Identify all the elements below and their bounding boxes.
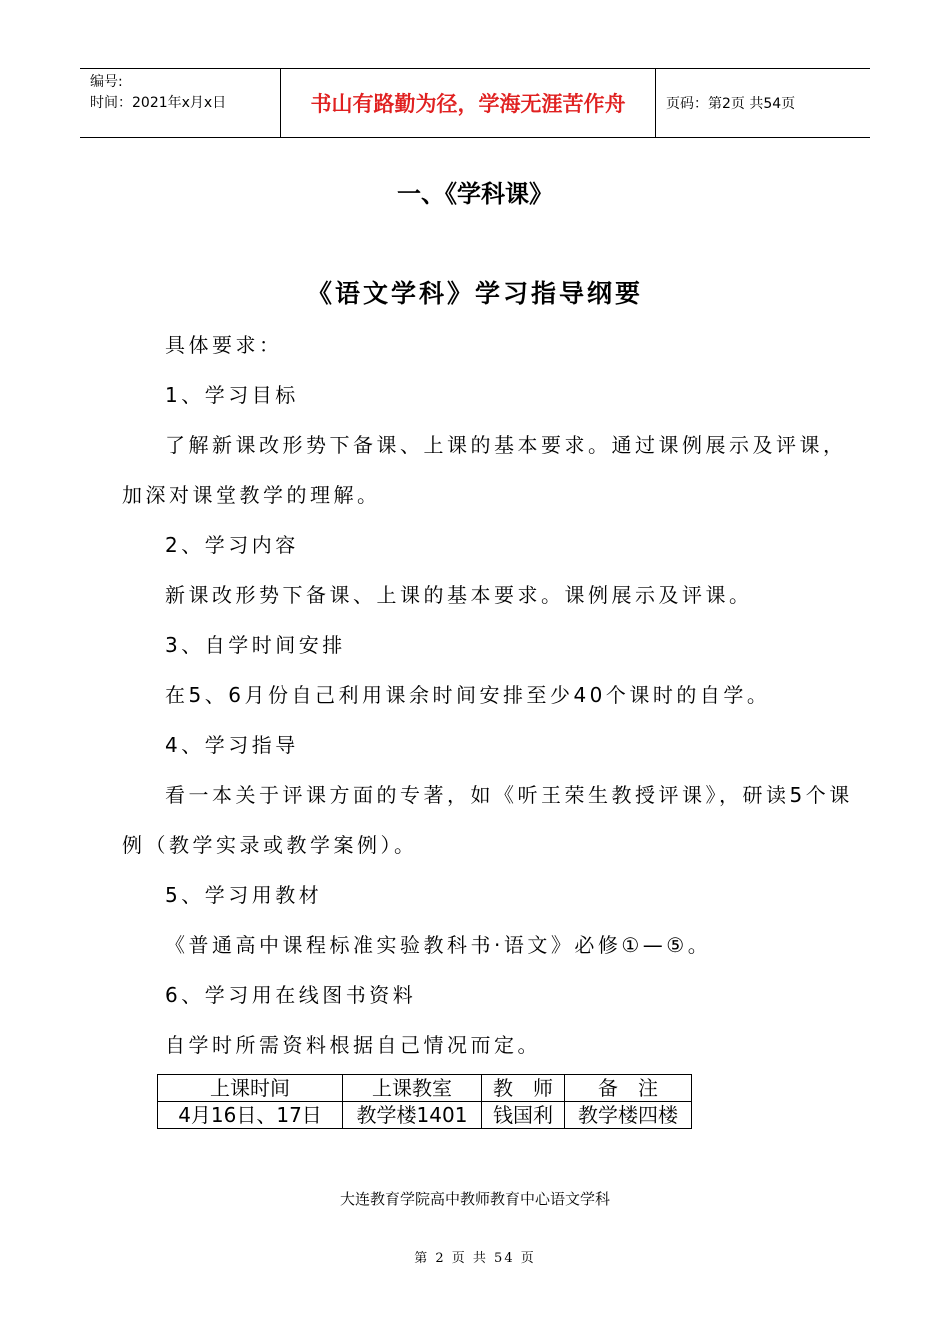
table-header-cell: 上课教室 (343, 1075, 482, 1102)
paragraph-4a: 看一本关于评课方面的专著，如《听王荣生教授评课》，研读5个课 (165, 783, 853, 807)
intro-text: 具体要求： (165, 333, 283, 357)
paragraph-5: 《普通高中课程标准实验教科书·语文》必修①—⑤。 (165, 933, 712, 957)
footer-organization: 大连教育学院高中教师教育中心语文学科 (339, 1190, 610, 1208)
heading-3: 3、自学时间安排 (165, 633, 346, 657)
header-number: 编号: (90, 74, 123, 90)
table-cell-teacher: 钱国利 (482, 1102, 565, 1129)
table-header-cell: 备 注 (565, 1075, 692, 1102)
schedule-table (157, 1074, 692, 1129)
table-header-row (158, 1075, 692, 1102)
table-row (158, 1102, 692, 1129)
heading-6: 6、学习用在线图书资料 (165, 983, 417, 1007)
heading-1: 1、学习目标 (165, 383, 299, 407)
table-cell-room: 教学楼1401 (343, 1102, 482, 1129)
table-cell-note: 教学楼四楼 (565, 1102, 692, 1129)
table-header-cell: 上课时间 (158, 1075, 343, 1102)
paragraph-2: 新课改形势下备课、上课的基本要求。课例展示及评课。 (165, 583, 753, 607)
paragraph-1a: 了解新课改形势下备课、上课的基本要求。通过课例展示及评课， (165, 433, 847, 457)
header-meta (80, 69, 280, 137)
heading-5: 5、学习用教材 (165, 883, 323, 907)
document-title: 《语文学科》学习指导纲要 (306, 279, 643, 308)
header-motto: 书山有路勤为径，学海无涯苦作舟 (280, 69, 656, 137)
heading-4: 4、学习指导 (165, 733, 299, 757)
paragraph-1b: 加深对课堂教学的理解。 (122, 483, 381, 507)
section-title: 一、《学科课》 (397, 180, 553, 208)
paragraph-6: 自学时所需资料根据自己情况而定。 (165, 1033, 541, 1057)
paragraph-3: 在5、6月份自己利用课余时间安排至少40个课时的自学。 (165, 683, 771, 707)
heading-2: 2、学习内容 (165, 533, 299, 557)
footer-page-number: 第 2 页 共 54 页 (414, 1251, 536, 1266)
table-cell-time: 4月16日、17日 (158, 1102, 343, 1129)
table-header-cell: 教 师 (482, 1075, 565, 1102)
page-header (80, 68, 870, 138)
header-page: 页码：第2页 共54页 (666, 96, 796, 112)
header-time: 时间：2021年x月x日 (90, 95, 227, 111)
paragraph-4b: 例（教学实录或教学案例）。 (122, 833, 418, 857)
